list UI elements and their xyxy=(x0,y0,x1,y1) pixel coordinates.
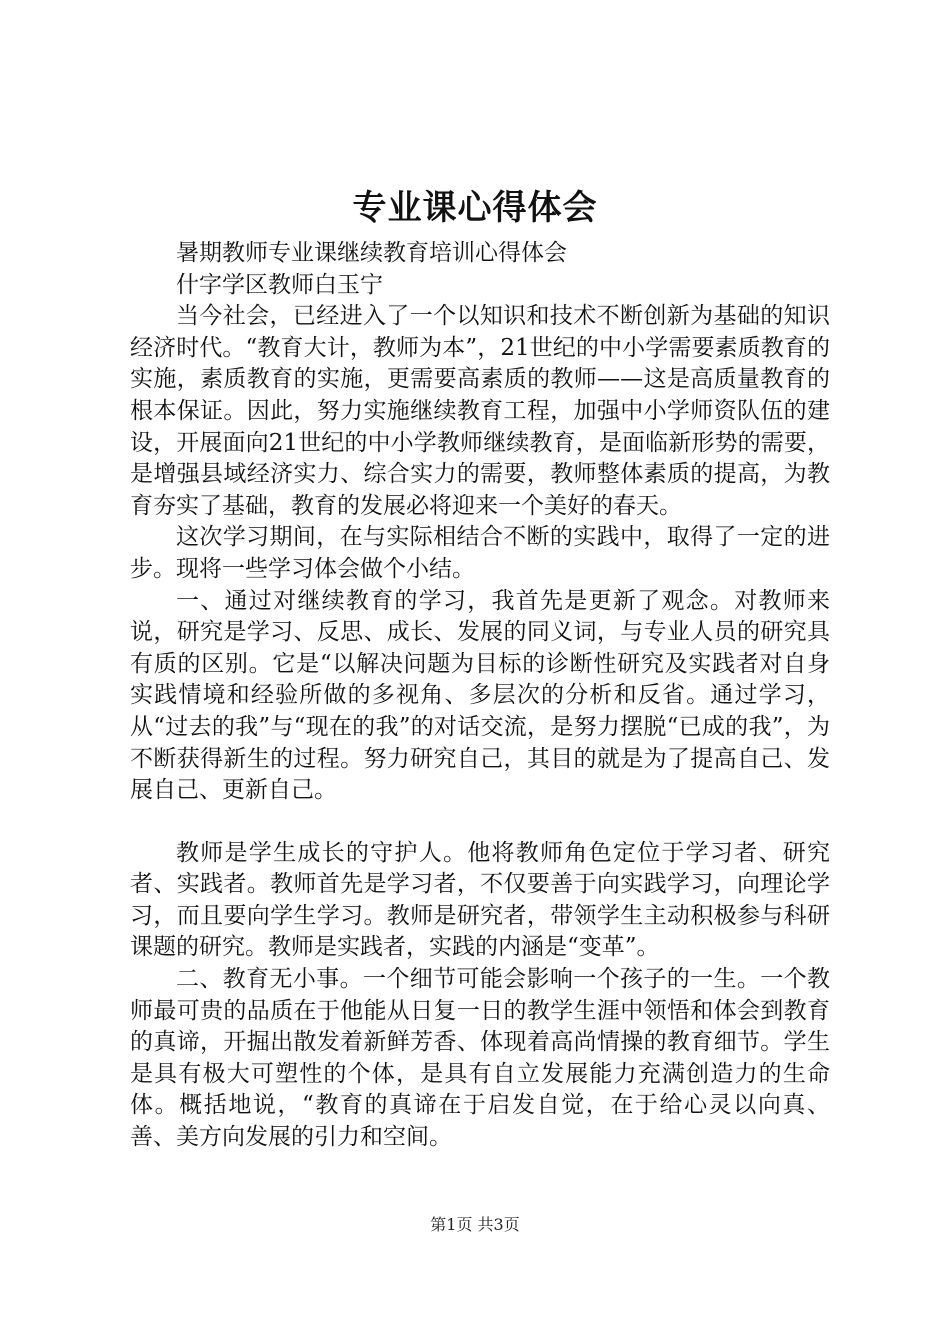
document-title: 专业课心得体会 xyxy=(352,188,598,228)
paragraph-intro: 当今社会，已经进入了一个以知识和技术不断创新为基础的知识经济时代。“教育大计，教师为本”，21世纪的中小学需要素质教育的实施，素质教育的实施，更需要高素质的教师——这是高质量教育的根本保证。因此，努力实施继续教育工程，加强中小学师资队伍的建设，开展面向21世纪的中小学教师继续教育，是面临新形势的需要，是增强县域经济实力、综合实力的需要，教师整体素质的提高，为教育夯实了基础，教育的发展必将迎来一个美好的春天。 xyxy=(130,303,830,519)
paragraph-point-one: 一、通过对继续教育的学习，我首先是更新了观念。对教师来说，研究是学习、反思、成长、发展的同义词，与专业人员的研究具有质的区别。它是“以解决问题为目标的诊断性研究及实践者对自身实践情境和经验所做的多视角、多层次的分析和反省。通过学习，从“过去的我”与“现在的我”的对话交流，是努力摆脱“已成的我”，为不断获得新生的过程。努力研究自己，其目的就是为了提高自己、发展自己、更新自己。 xyxy=(130,587,830,804)
paragraph-point-two: 二、教育无小事。一个细节可能会影响一个孩子的一生。一个教师最可贵的品质在于他能从日复一日的教学生涯中领悟和体会到教育的真谛，开掘出散发着新鲜芳香、体现着高尚情操的教育细节。学生是具有极大可塑性的个体，是具有自立发展能力充满创造力的生命体。概括地说，“教育的真谛在于启发自觉，在于给心灵以向真、善、美方向发展的引力和空间。 xyxy=(130,966,830,1151)
paragraph-teacher-role: 教师是学生成长的守护人。他将教师角色定位于学习者、研究者、实践者。教师首先是学习者，不仅要善于向实践学习，向理论学习，而且要向学生学习。教师是研究者，带领学生主动积极参与科研课题的研究。教师是实践者，实践的内涵是“变革”。 xyxy=(130,839,830,961)
document-body xyxy=(130,238,830,1154)
subtitle-line: 暑期教师专业课继续教育培训心得体会 xyxy=(176,240,567,266)
author-line: 什字学区教师白玉宁 xyxy=(176,271,383,298)
page-footer: 第1页 共3页 xyxy=(430,1215,520,1234)
paragraph-study-summary: 这次学习期间，在与实际相结合不断的实践中，取得了一定的进步。现将一些学习体会做个小结。 xyxy=(130,524,830,582)
